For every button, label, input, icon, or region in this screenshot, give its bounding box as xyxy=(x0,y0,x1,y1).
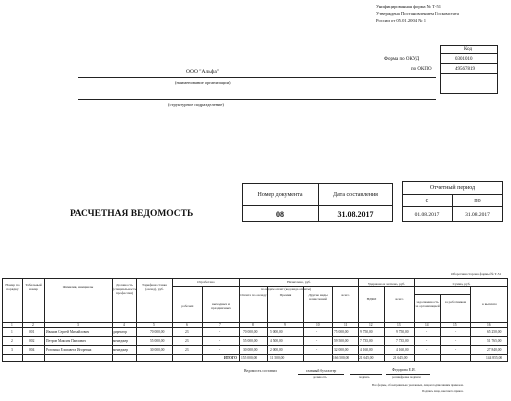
period-from-value: 01.08.2017 xyxy=(414,211,440,218)
totals-bonus: 11 500,00 xyxy=(270,356,285,360)
col-num-9: 9 xyxy=(284,323,286,327)
okpo-value: 49567819 xyxy=(455,67,475,72)
hdr-accrued-salary: Оплата по окладу xyxy=(240,293,267,297)
period-to-label: по xyxy=(474,197,481,204)
col-num-4: 4 xyxy=(123,323,125,327)
hdr-accrued-by-type: по видам оплат (код вида оплаты) xyxy=(260,287,312,291)
doc-number-value: 08 xyxy=(276,209,284,219)
row3-other: - xyxy=(316,348,318,352)
hdr-accrued: Начислено, руб. xyxy=(287,280,311,284)
sign-compiled-role: главный бухгалтер xyxy=(306,369,337,373)
row1-pos: директор xyxy=(113,330,127,334)
hdr-due-debt-emp: за работником xyxy=(444,300,467,304)
hdr-accrued-bonus: Премия xyxy=(279,293,292,297)
doc-date-value: 31.08.2017 xyxy=(337,209,374,219)
col-num-13: 13 xyxy=(397,323,401,327)
row3-n: 3 xyxy=(11,348,13,352)
row2-sal: 55 000,00 xyxy=(243,339,258,343)
row2-n: 2 xyxy=(11,339,13,343)
row2-salary: 55 000,00 xyxy=(150,339,165,343)
col-num-6: 6 xyxy=(186,323,188,327)
row1-total: 75 000,00 xyxy=(334,330,349,334)
hdr-worked-holidays: выходных и праздничных xyxy=(211,302,231,310)
hdr-accrued-total: всего xyxy=(341,293,350,297)
row3-bonus: 2 000,00 xyxy=(270,348,283,352)
hdr-due: Сумма, руб. xyxy=(452,282,471,286)
row1-tab: 001 xyxy=(29,330,35,334)
form-info-line2: Утверждена Постановлением Госкомстата xyxy=(376,11,459,16)
hdr-deducted-ndfl: НДФЛ xyxy=(366,297,377,301)
footer-note-1: Все формы, об неправильно указанных, лицом подписавшим приказом. xyxy=(372,383,464,387)
col-num-10: 10 xyxy=(316,323,320,327)
col-num-5: 5 xyxy=(153,323,155,327)
sign-name-caption: расшифровка подписи xyxy=(392,375,421,379)
hdr-salary: Тарифная ставка (оклад), руб. xyxy=(142,283,167,291)
row2-org: - xyxy=(426,339,428,343)
sign-compiled-name: Федорова Е.И. xyxy=(392,368,416,372)
hdr-accrued-other: Другие виды начислений xyxy=(308,293,328,301)
totals-sal: 155 000,00 xyxy=(241,356,258,360)
row2-other: - xyxy=(316,339,318,343)
hdr-due-debt-org: задолженность за организацией xyxy=(415,300,440,308)
row3-salary: 30 000,00 xyxy=(150,348,165,352)
okpo-label: по ОКПО xyxy=(411,67,432,72)
sign-role-caption: должность xyxy=(313,375,327,379)
row2-bonus: 4 500,00 xyxy=(270,339,283,343)
hdr-position: Должность (специальность, профессия) xyxy=(113,283,138,295)
row3-ded: 4 160,00 xyxy=(396,348,409,352)
col-num-15: 15 xyxy=(453,323,457,327)
okud-label: Форма по ОКУД xyxy=(384,57,420,62)
period-label: Отчетный период xyxy=(429,185,476,191)
row1-emp: - xyxy=(455,330,457,334)
hdr-deducted: Удержано и зачтено, руб. xyxy=(367,282,406,286)
row1-bonus: 5 000,00 xyxy=(270,330,283,334)
row3-sal: 30 000,00 xyxy=(243,348,258,352)
row2-total: 59 500,00 xyxy=(334,339,349,343)
totals-ded: 21 645,00 xyxy=(393,356,408,360)
row1-ded: 9 750,00 xyxy=(396,330,409,334)
row2-fio: Петров Максим Павлович xyxy=(46,339,86,343)
totals-total: 166 500,00 xyxy=(333,356,350,360)
period-from-label: с xyxy=(425,197,429,204)
row2-emp: - xyxy=(455,339,457,343)
row2-pay: 51 765,00 xyxy=(487,339,502,343)
row2-ndfl: 7 735,00 xyxy=(360,339,373,343)
footer-note-2: Подпись лица, внесшего приказ. xyxy=(422,389,464,393)
row2-tab: 002 xyxy=(29,339,35,343)
row3-ndfl: 4 160,00 xyxy=(360,348,373,352)
hdr-worked-days: рабочих xyxy=(181,304,194,308)
col-num-11: 11 xyxy=(344,323,348,327)
totals-pay: 144 855,00 xyxy=(486,356,503,360)
sign-compiled-label: Ведомость составил xyxy=(244,369,277,373)
row2-ded: 7 735,00 xyxy=(396,339,409,343)
row1-salary: 70 000,00 xyxy=(150,330,165,334)
col-num-14: 14 xyxy=(425,323,429,327)
row3-pay: 27 840,00 xyxy=(487,348,502,352)
row1-days: 23 xyxy=(185,330,189,334)
row1-hol: - xyxy=(219,330,221,334)
hdr-worked: Отработано xyxy=(197,280,215,284)
row2-days: 23 xyxy=(185,339,189,343)
row3-total: 32 000,00 xyxy=(334,348,349,352)
codes-header: Код xyxy=(464,47,472,52)
reverse-note: Оборотная сторона формы № Т-51 xyxy=(451,272,502,276)
row1-pay: 65 250,00 xyxy=(487,330,502,334)
row3-pos: менеджер xyxy=(113,348,128,352)
sign-sign-caption: подпись xyxy=(359,375,370,379)
okud-value: 0301010 xyxy=(455,57,473,62)
form-info-line1: Унифицированная форма № Т-51 xyxy=(376,4,442,9)
col-num-8: 8 xyxy=(252,323,254,327)
unit-caption: (структурное подразделение) xyxy=(168,102,224,107)
col-num-3: 3 xyxy=(77,323,79,327)
totals-label: ИТОГО xyxy=(224,356,237,360)
hdr-tab-num: Табельный номер xyxy=(25,283,42,291)
hdr-deducted-total: всего xyxy=(395,297,404,301)
document-title: РАСЧЕТНАЯ ВЕДОМОСТЬ xyxy=(70,209,194,219)
hdr-fio: Фамилия, инициалы xyxy=(62,285,94,289)
col-num-7: 7 xyxy=(219,323,221,327)
row3-org: - xyxy=(426,348,428,352)
row3-hol: - xyxy=(219,348,221,352)
row3-emp: - xyxy=(455,348,457,352)
form-info-line3: России от 05.01.2004 № 1 xyxy=(376,18,427,23)
doc-number-label: Номер документа xyxy=(257,191,303,198)
col-num-2: 2 xyxy=(32,323,34,327)
row1-n: 1 xyxy=(11,330,13,334)
totals-ndfl: 21 645,00 xyxy=(359,356,374,360)
row1-sal: 70 000,00 xyxy=(243,330,258,334)
row3-tab: 004 xyxy=(29,348,35,352)
row1-other: - xyxy=(316,330,318,334)
organization-name: ООО "Альфа" xyxy=(186,69,220,75)
row1-org: - xyxy=(426,330,428,334)
doc-date-label: Дата составления xyxy=(333,191,378,198)
row1-fio: Иванов Сергей Михайлович xyxy=(46,330,90,334)
row3-fio: Рогозина Елизавета Игоревна xyxy=(46,348,92,352)
row2-pos: менеджер xyxy=(113,339,128,343)
col-num-1: 1 xyxy=(11,323,13,327)
col-num-16: 16 xyxy=(487,323,491,327)
hdr-due-pay: к выплате xyxy=(482,302,497,306)
col-num-12: 12 xyxy=(369,323,373,327)
row3-days: 23 xyxy=(185,348,189,352)
organization-name-caption: (наименование организации) xyxy=(175,80,231,85)
row1-ndfl: 9 750,00 xyxy=(360,330,373,334)
hdr-num: Номер по порядку xyxy=(5,283,20,291)
row2-hol: - xyxy=(219,339,221,343)
period-to-value: 31.08.2017 xyxy=(465,211,490,218)
